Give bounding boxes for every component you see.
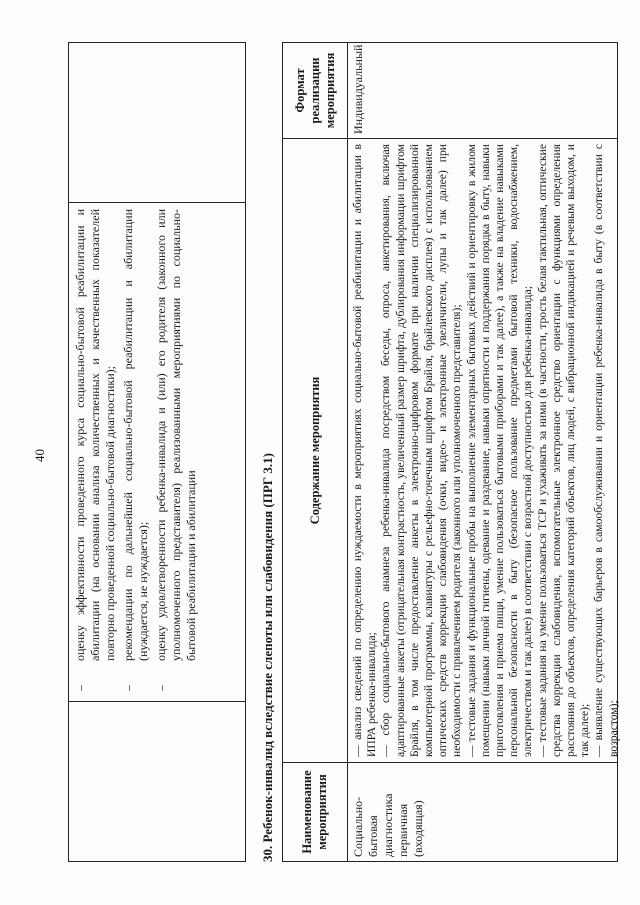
continuation-name-cell xyxy=(68,702,246,862)
row-name-line: Социально-бытовая xyxy=(351,796,380,857)
row-name-line: (входящая) xyxy=(411,800,425,857)
measures-table xyxy=(282,42,618,862)
list-item: — тестовые задания на умение пользоваться ТСР и ухаживать за ними (в частности, трость белая тактильная, оптические средства коррекции слабовидения, вспомогательные электронное средство ориентации с функциями определения расстояния до объектов, определения категорий объектов, лиц людей, с вибрационной индикацией и речевым выходом, и так далее); xyxy=(535,144,592,757)
continuation-table xyxy=(68,42,246,862)
row-name-line: первичная xyxy=(396,803,410,857)
section-title: 30. Ребенок-инвалид вследствие слепоты или слабовидения (ПРГ 3.1) xyxy=(260,453,275,862)
header-content: Содержание мероприятия xyxy=(282,138,348,763)
list-item: — тестовые задания и функциональные пробы на выполнение элементарных бытовых действий и ориентировку в жилом помещении (навыки личной гигиены, одевание и раздевание, навыки опрятности и поддержания порядка в быту, навыки приготовления и приема пищи, умение пользоваться бытовыми приборами и так далее), а также на владение навыками персональной безопасности в быту (безопасное пользование предметами бытовой техники, водоснабжением, электричеством и так далее) в соответствии с возрастной доступностью для ребенка-инвалида; xyxy=(464,144,535,757)
list-item: — анализ сведений по определению нуждаемости в мероприятиях социально-бытовой реабилитации и абилитации в ИПРА ребенка-инвалида; xyxy=(351,144,379,757)
row-format-cell: Индивидуальный xyxy=(347,42,618,139)
continuation-list xyxy=(73,209,199,695)
header-name: Наименование мероприятия xyxy=(282,762,348,862)
list-item: — выявление существующих барьеров в самообслуживании и ориентации ребенка-инвалида в быту (в соответствии с возрастом); xyxy=(592,144,620,757)
list-item: — сбор социально-бытового анамнеза ребенка-инвалида посредством беседы, опроса, анкетирования, включая адаптированные анкеты (отрицательная контрастность, увеличенный размер шрифта, дублирования информации шрифтом Брайля, в том числе предоставление анкеты в электронно-цифровом формате при наличии специализированной компьютерной программы, клавиатуры с рельефно-точечным шрифтом Брайля, брайлевского дисплея) с использованием оптических средств коррекции слабовидения (очки, видео- и электронные увеличители, лупы и так далее) при необходимости с привлечением родителя (законного или уполномоченного представителя); xyxy=(379,144,464,757)
header-format: Формат реализации мероприятия xyxy=(282,42,348,139)
page-number: 40 xyxy=(32,449,47,462)
row-name-cell xyxy=(347,762,618,862)
list-item: – оценку удовлетворенности ребенка-инвалида и (или) его родителя (законного или уполномоченного представителя) реализованными мероприятиями по социально-бытовой реабилитации и абилитации xyxy=(154,209,198,691)
list-item: – оценку эффективности проведенного курса социально-бытовой реабилитации и абилитации (на основании анализа количественных и качественных показателей повторно проведенной социально-бытовой диагностики); xyxy=(73,209,117,691)
continuation-format-cell xyxy=(68,42,246,202)
rotated-content xyxy=(28,42,618,862)
list-item: – рекомендации по дальнейшей социально-бытовой реабилитации и абилитации (нуждается, не нуждается); xyxy=(121,209,150,691)
content-list xyxy=(351,144,621,757)
row-content-cell xyxy=(347,138,618,763)
continuation-content-cell xyxy=(68,202,246,702)
row-name-line: диагностика xyxy=(381,793,395,857)
